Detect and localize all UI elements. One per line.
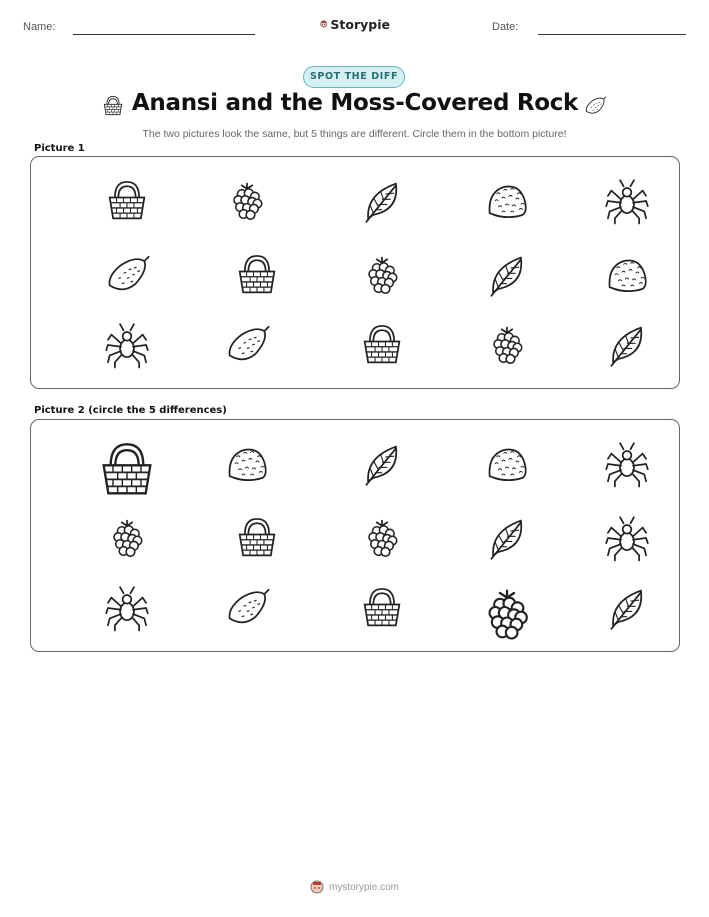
instructions: The two pictures look the same, but 5 things are different. Circle them in the bottom picture! <box>142 128 567 140</box>
basket-icon[interactable] <box>356 582 408 634</box>
yam-icon[interactable] <box>221 582 273 634</box>
picture1-panel <box>30 156 680 389</box>
leaf-icon[interactable] <box>601 582 653 634</box>
picture2-label: Picture 2 (circle the 5 differences) <box>34 405 227 416</box>
rock-icon[interactable] <box>481 438 533 490</box>
basket-icon[interactable] <box>231 512 283 564</box>
date-label: Date: <box>492 21 519 33</box>
leaf-icon[interactable] <box>356 438 408 490</box>
picture2-panel[interactable] <box>30 419 680 652</box>
activity-badge: SPOT THE DIFF <box>303 66 405 88</box>
rock-icon[interactable] <box>221 438 273 490</box>
berry-icon <box>481 319 533 371</box>
berry-icon[interactable] <box>101 512 153 564</box>
basket-icon <box>356 319 408 371</box>
yam-icon <box>221 319 273 371</box>
rock-icon <box>481 175 533 227</box>
basket-icon[interactable] <box>92 435 162 505</box>
footer <box>0 880 709 894</box>
spider-icon[interactable] <box>101 582 153 634</box>
spider-icon[interactable] <box>601 512 653 564</box>
name-field[interactable] <box>73 34 255 35</box>
yam-icon <box>582 93 608 119</box>
basket-icon <box>101 175 153 227</box>
page-title: Anansi and the Moss-Covered Rock <box>131 90 579 116</box>
brand-name: Storypie <box>330 16 390 32</box>
spider-icon <box>601 175 653 227</box>
rock-icon <box>601 249 653 301</box>
leaf-icon <box>481 249 533 301</box>
yam-icon <box>101 249 153 301</box>
pie-mascot-icon <box>310 880 324 894</box>
date-field[interactable] <box>538 34 686 35</box>
spider-icon <box>101 319 153 371</box>
picture1-label: Picture 1 <box>34 143 85 154</box>
berry-icon <box>356 249 408 301</box>
basket-icon <box>231 249 283 301</box>
leaf-icon <box>601 319 653 371</box>
spider-icon[interactable] <box>601 438 653 490</box>
footer-site: mystorypie.com <box>328 881 399 893</box>
pie-mascot-icon <box>320 17 327 31</box>
leaf-icon[interactable] <box>481 512 533 564</box>
berry-icon[interactable] <box>356 512 408 564</box>
worksheet-header <box>0 14 709 40</box>
brand-logo <box>320 14 390 34</box>
berry-icon <box>221 175 273 227</box>
berry-icon[interactable] <box>472 579 542 649</box>
leaf-icon <box>356 175 408 227</box>
name-label: Name: <box>23 21 56 33</box>
